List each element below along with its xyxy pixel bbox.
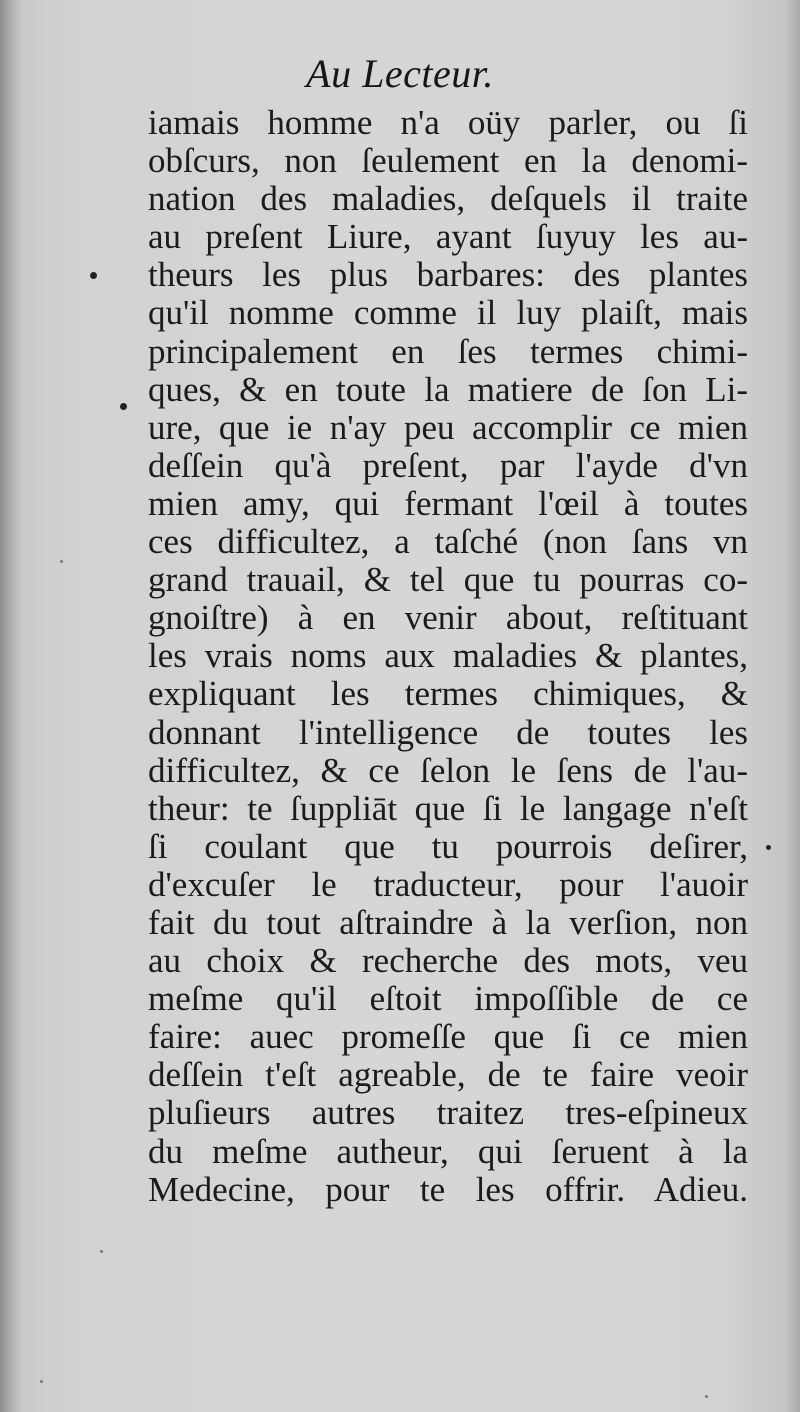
text-line: difficultez, & ce ſelon le ſens de l'au-	[148, 751, 748, 790]
paper-speck	[40, 1380, 43, 1383]
text-line: expliquant les termes chimiques, &	[148, 675, 748, 714]
text-line: iamais homme n'a oüy parler, ou ſi	[148, 104, 748, 142]
text-line: deſſein qu'à preſent, par l'ayde d'vn	[148, 446, 748, 485]
page-gutter-shadow	[0, 0, 22, 1412]
text-line: grand trauail, & tel que tu pourras co-	[148, 561, 748, 600]
ink-spot	[766, 845, 771, 850]
text-line: principalement en ſes termes chimi-	[148, 332, 748, 371]
paper-speck	[705, 1395, 708, 1398]
text-line: donnant l'intelligence de toutes les	[148, 713, 748, 752]
text-line: les vrais noms aux maladies & plantes,	[148, 637, 748, 676]
text-line: qu'il nomme comme il luy plaiſt, mais	[148, 294, 748, 333]
body-text	[148, 104, 748, 1209]
text-line: au choix & recherche des mots, veu	[148, 942, 748, 981]
text-line: gnoiſtre) à en venir about, reſtituant	[148, 599, 748, 638]
text-line: du meſme autheur, qui ſeruent à la	[148, 1132, 748, 1171]
text-line: ques, & en toute la matiere de ſon Li-	[148, 370, 748, 409]
paper-speck	[100, 1250, 103, 1253]
text-line: deſſein t'eſt agreable, de te faire veoir	[148, 1056, 748, 1095]
ink-spot	[90, 272, 97, 279]
text-line: faire: auec promeſſe que ſi ce mien	[148, 1018, 748, 1057]
text-line: ſi coulant que tu pourrois deſirer,	[148, 827, 748, 866]
text-line: fait du tout aſtraindre à la verſion, non	[148, 903, 748, 942]
text-line: theur: te ſuppliāt que ſi le langage n'eſt	[148, 789, 748, 828]
text-line: Medecine, pour te les offrir. Adieu.	[148, 1170, 748, 1209]
text-line: theurs les plus barbares: des plantes	[148, 256, 748, 295]
text-line: mien amy, qui fermant l'œil à toutes	[148, 484, 748, 523]
text-line: d'excuſer le traducteur, pour l'auoir	[148, 865, 748, 904]
text-line: pluſieurs autres traitez tres-eſpineux	[148, 1094, 748, 1133]
ink-spot	[120, 403, 127, 410]
text-line: ces difficultez, a taſché (non ſans vn	[148, 523, 748, 562]
text-line: nation des maladies, deſquels il traite	[148, 180, 748, 219]
paper-speck	[60, 560, 63, 563]
text-line: au preſent Liure, ayant ſuyuy les au-	[148, 218, 748, 257]
page-edge-shadow	[786, 0, 800, 1412]
text-line: obſcurs, non ſeulement en la denomi-	[148, 142, 748, 181]
text-line: ure, que ie n'ay peu accomplir ce mien	[148, 408, 748, 447]
text-line: meſme qu'il eſtoit impoſſible de ce	[148, 980, 748, 1019]
running-head: Au Lecteur.	[306, 51, 494, 96]
